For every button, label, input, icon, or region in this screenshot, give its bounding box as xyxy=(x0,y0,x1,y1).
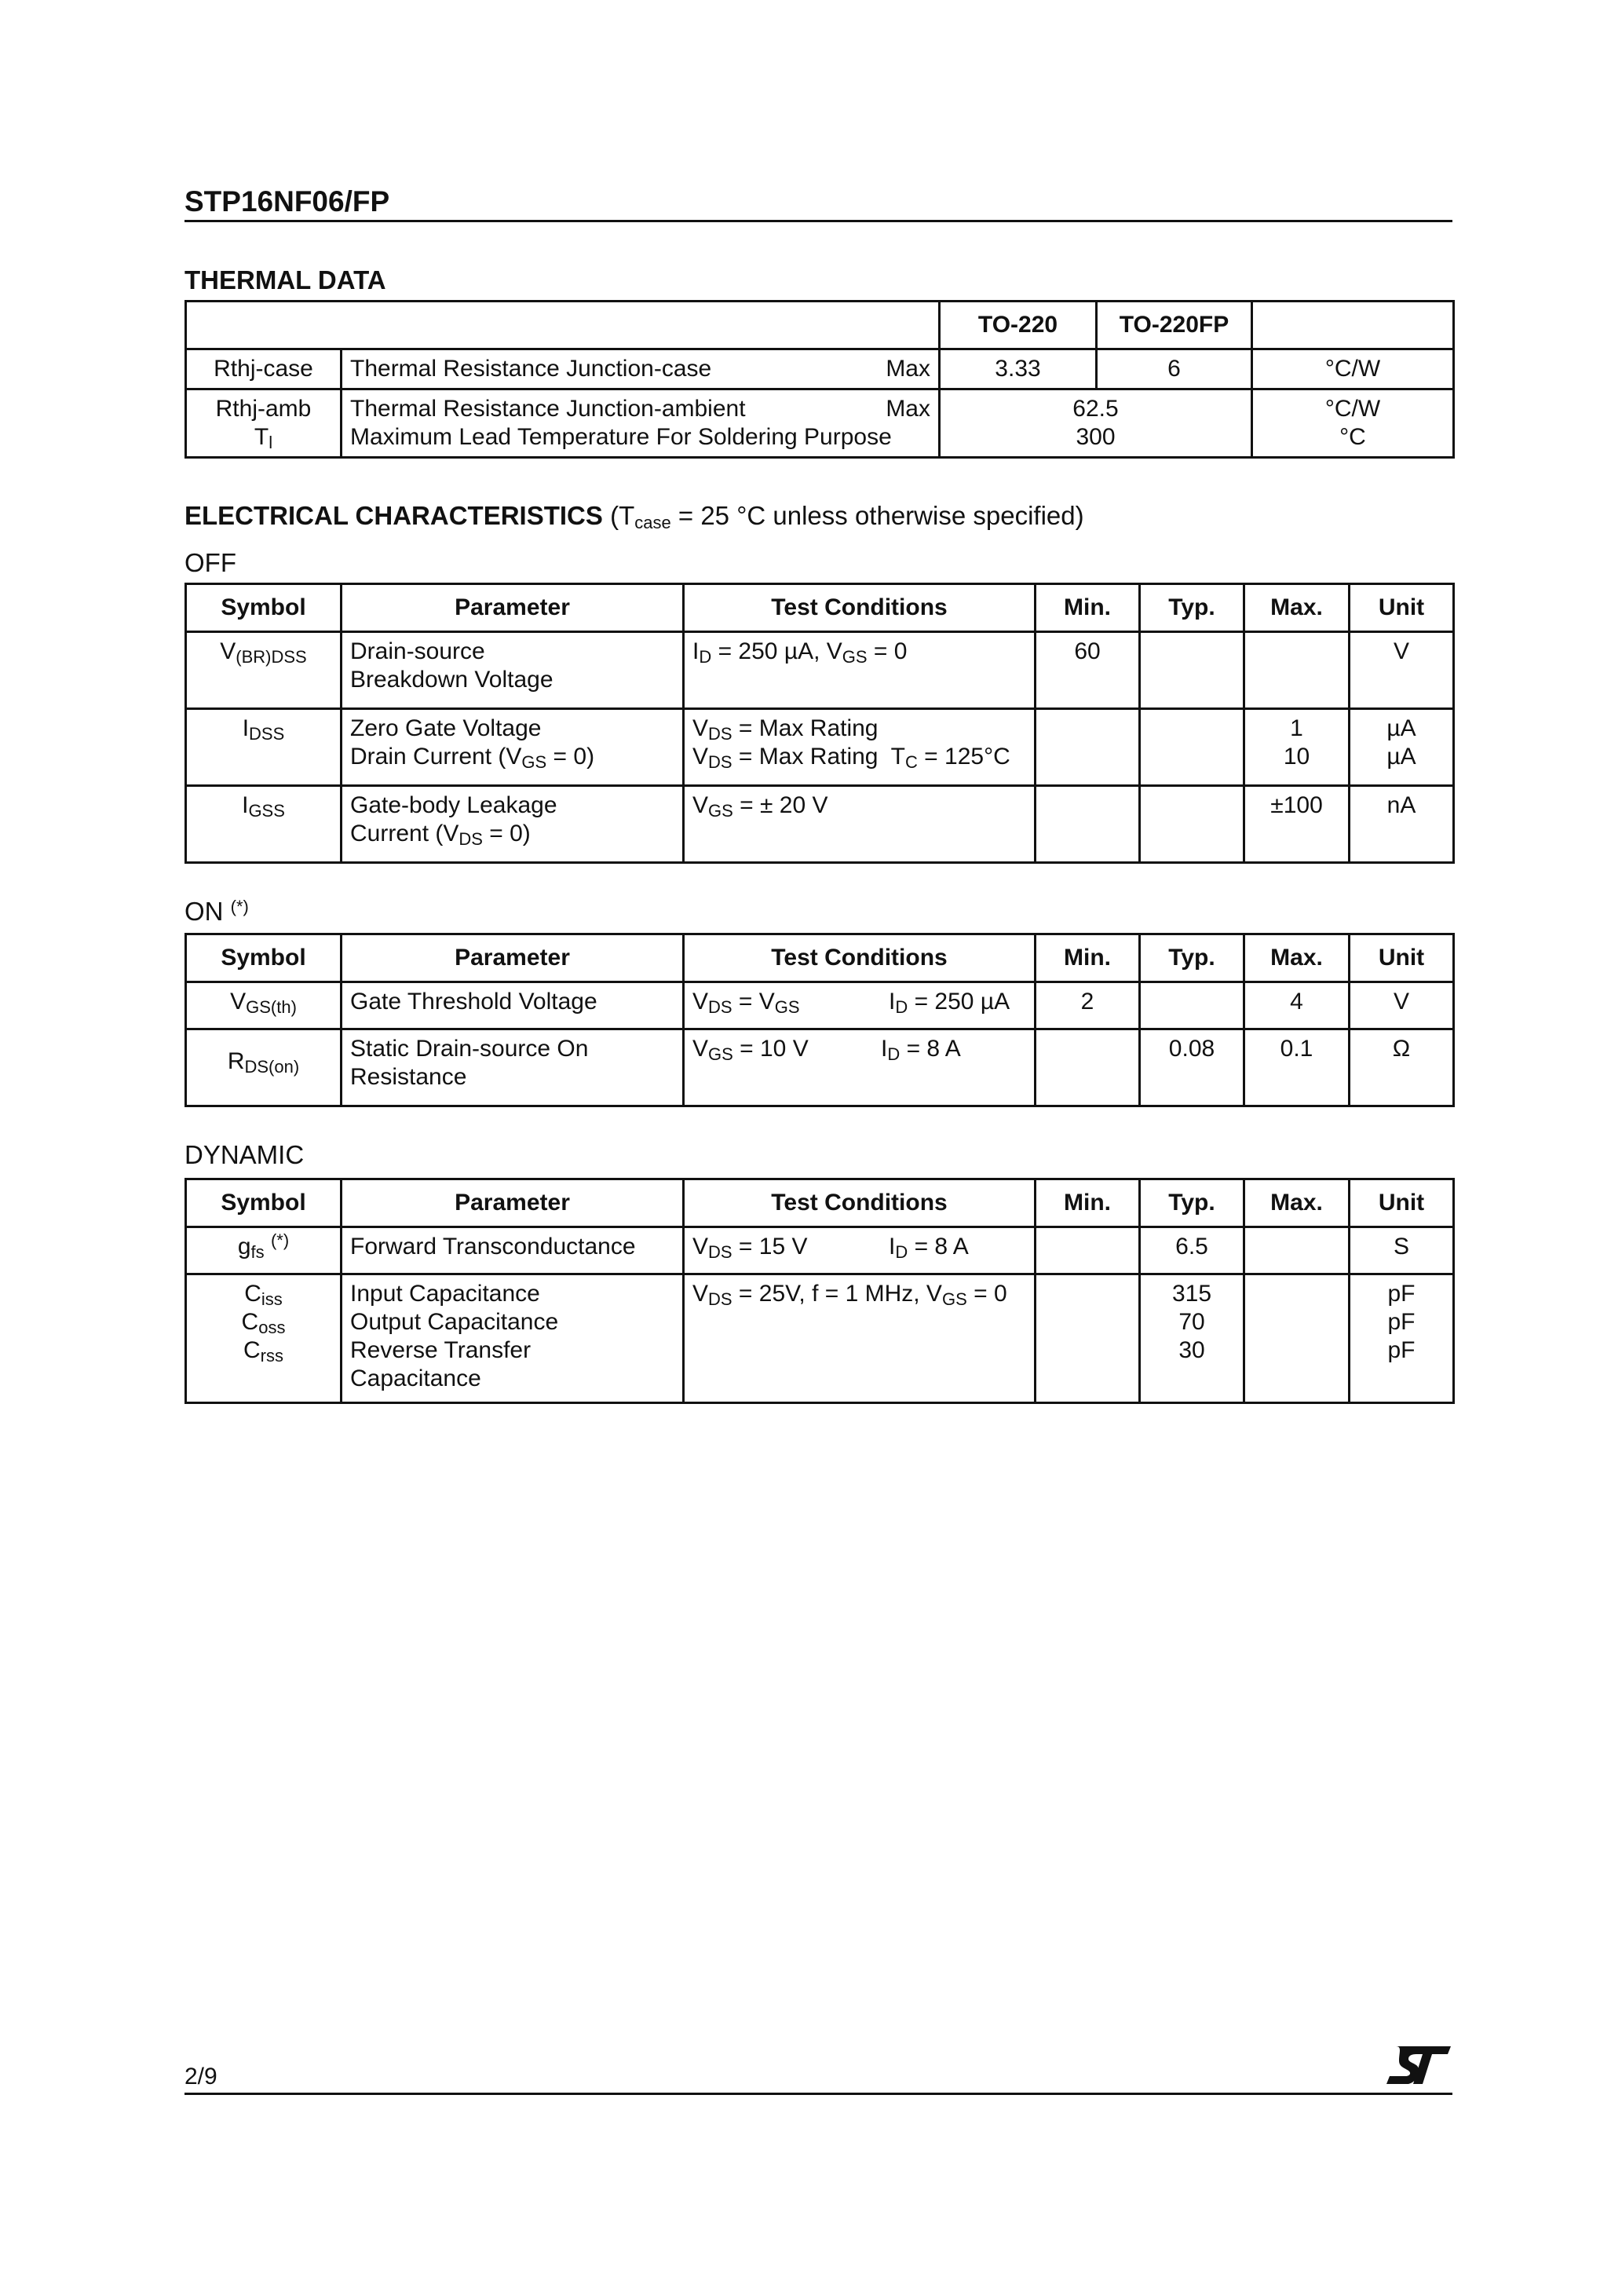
col-to220fp: TO-220FP xyxy=(1097,302,1252,349)
electrical-heading: ELECTRICAL CHARACTERISTICS ($T_{case} = 25$ °C unless otherwise specified) xyxy=(184,501,1084,532)
table-row: $R_{DS(on)}$ Static Drain-source On Resistance $V_{GS} = 10$ V $I_D = 8$ A 0.08 0.1 Ω xyxy=(186,1029,1454,1106)
dynamic-label: DYNAMIC xyxy=(184,1140,305,1169)
value-cell: 62.5 300 xyxy=(940,389,1252,458)
parameter-cell: Thermal Resistance Junction-ambient Max Maximum Lead Temperature For Soldering Purpose xyxy=(342,389,940,458)
dynamic-table xyxy=(184,1178,1455,1404)
header-rule xyxy=(184,220,1452,222)
st-logo-icon xyxy=(1385,2043,1452,2087)
on-table xyxy=(184,933,1455,1107)
on-label: ON (*) xyxy=(184,897,249,926)
document-title: STP16NF06/FP xyxy=(184,185,390,218)
off-label: OFF xyxy=(184,548,236,577)
off-table xyxy=(184,583,1455,864)
parameter-cell xyxy=(342,349,940,389)
to220-value: 3.33 xyxy=(940,349,1097,389)
col-to220: TO-220 xyxy=(940,302,1097,349)
to220fp-value: 6 xyxy=(1097,349,1252,389)
table-row: $V_{GS(th)}$ Gate Threshold Voltage $V_{DS} = V_{GS}$ $I_D = 250$ µA 2 4 V xyxy=(186,982,1454,1029)
footer-rule xyxy=(184,2093,1452,2095)
thermal-row xyxy=(186,349,1454,389)
thermal-data-table xyxy=(184,300,1455,459)
table-header-row: Symbol Parameter Test Conditions Min. Typ. Max. Unit xyxy=(186,934,1454,982)
thermal-header-row xyxy=(186,302,1454,349)
parameter-text: Thermal Resistance Junction-case xyxy=(350,356,712,382)
unit-cell: °C/W °C xyxy=(1252,389,1454,458)
table-header-row: Symbol Parameter Test Conditions Min. Typ. Max. Unit xyxy=(186,584,1454,632)
table-row: $I_{DSS}$ Zero Gate Voltage Drain Current $(V_{GS} = 0)$ $V_{DS}$ = Max Rating $V_{DS}$ = Max Rating $T_C = 125^\circ C$ 1 10 µA µA xyxy=(186,709,1454,786)
symbol-cell: Rthj-amb $T_l$ xyxy=(186,389,342,458)
thermal-row xyxy=(186,389,1454,458)
table-row: $g_{fs}$ (*) Forward Transconductance $V_{DS} = 15$ V $I_D = 8$ A 6.5 S xyxy=(186,1227,1454,1274)
table-row: $I_{GSS}$ Gate-body Leakage Current $(V_{DS} = 0)$ $V_{GS}$ = ± 20 V ±100 nA xyxy=(186,786,1454,863)
symbol-cell: Rthj-case xyxy=(186,349,342,389)
page-number: 2/9 xyxy=(184,2064,217,2089)
unit-cell: °C/W xyxy=(1252,349,1454,389)
thermal-data-heading: THERMAL DATA xyxy=(184,265,386,294)
table-header-row: Symbol Parameter Test Conditions Min. Typ. Max. Unit xyxy=(186,1179,1454,1227)
max-label: Max xyxy=(886,356,930,382)
table-row: $V_{(BR)DSS}$ Drain-source Breakdown Voltage $I_D = 250$ µA, $V_{GS} = 0$ 60 V xyxy=(186,632,1454,709)
table-row: $C_{iss}$ $C_{oss}$ $C_{rss}$ Input Capacitance Output Capacitance Reverse Transfer Capacitance $V_{DS} = 25V$, f = 1 MHz, $V_{GS} = 0$ 315 70 30 pF pF pF xyxy=(186,1274,1454,1403)
